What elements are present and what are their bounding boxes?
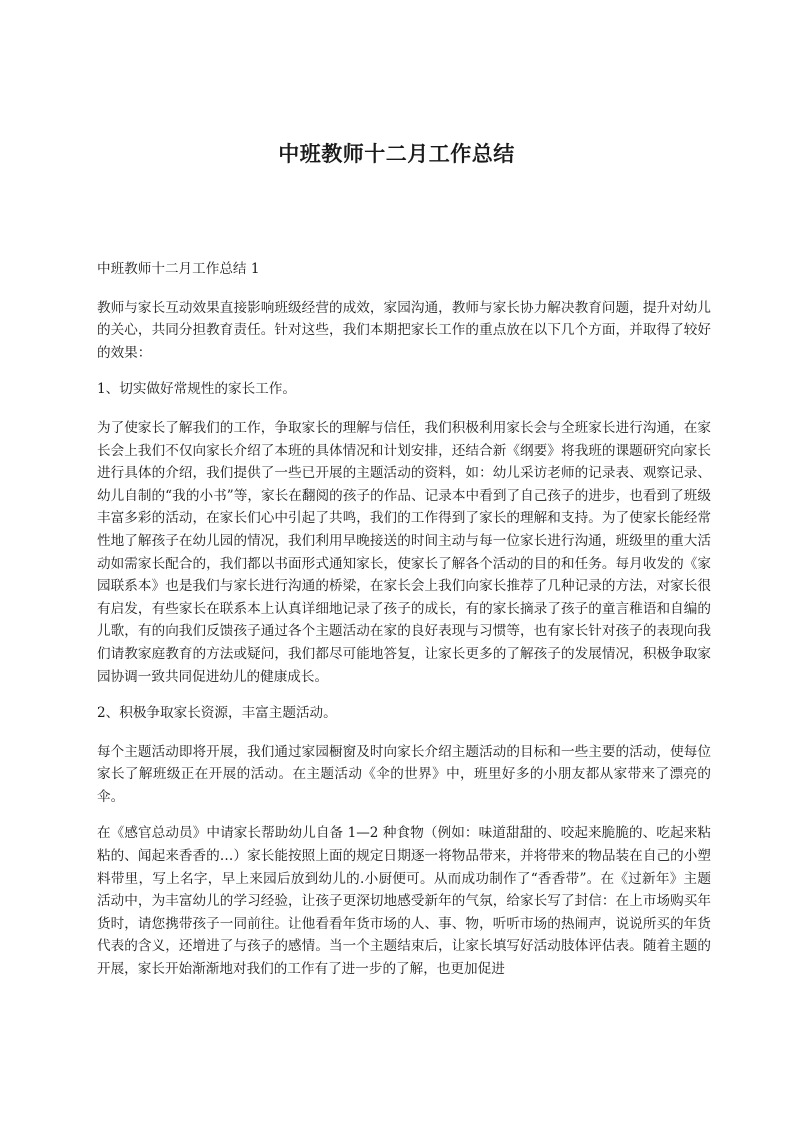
intro-paragraph: 教师与家长互动效果直接影响班级经营的成效，家园沟通，教师与家长协力解决教育问题，提升对幼儿的关心，共同分担教育责任。针对这些，我们本期把家长工作的重点放在以下几个方面，并取得了较好的效果： (97, 299, 711, 361)
section-subtitle: 中班教师十二月工作总结 1 (97, 261, 260, 277)
body-paragraph: 在《感官总动员》中请家长帮助幼儿自备 1—2 种食物（例如：味道甜甜的、咬起来脆脆的、吃起来粘粘的、闻起来香香的…）家长能按照上面的规定日期逐一将物品带来，并将带来的物品装在自己的小塑料带里，写上名字，早上来园后放到幼儿的.小厨便可。从而成功制作了“香香带”。在《过新年》主题活动中，为丰富幼儿的学习经验，让孩子更深切地感受新年的气氛，给家长写了封信：在上市场购买年货时，请您携带孩子一同前往。让他看看年货市场的人、事、物，听听市场的热闹声，说说所买的年货代表的含义，还增进了与孩子的感情。当一个主题结束后，让家长填写好活动肢体评估表。随着主题的开展，家长开始渐渐地对我们的工作有了进一步的了解，也更加促进 (97, 825, 711, 978)
body-paragraph: 为了使家长了解我们的工作，争取家长的理解与信任，我们积极利用家长会与全班家长进行沟通，在家长会上我们不仅向家长介绍了本班的具体情况和计划安排，还结合新《纲要》将我班的课题研究向家长进行具体的介绍，我们提供了一些已开展的主题活动的资料，如：幼儿采访老师的记录表、观察记录、幼儿自制的“我的小书”等，家长在翻阅的孩子的作品、记录本中看到了自己孩子的进步，也看到了班级丰富多彩的活动，在家长们心中引起了共鸣，我们的工作得到了家长的理解和支持。为了使家长能经常性地了解孩子在幼儿园的情况，我们利用早晚接送的时间主动与每一位家长进行沟通，班级里的重大活动如需家长配合的，我们都以书面形式通知家长，使家长了解各个活动的目的和任务。每月收发的《家园联系本》也是我们与家长进行沟通的桥梁，在家长会上我们向家长推荐了几种记录的方法，对家长很有启发，有些家长在联系本上认真详细地记录了孩子的成长，有的家长摘录了孩子的童言稚语和自编的儿歌，有的向我们反馈孩子通过各个主题活动在家的良好表现与习惯等，也有家长针对孩子的表现向我们请教家庭教育的方法或疑问，我们都尽可能地答复，让家长更多的了解孩子的发展情况，积极争取家园协调一致共同促进幼儿的健康成长。 (97, 419, 711, 685)
document-title: 中班教师十二月工作总结 (278, 142, 515, 166)
section-heading-1: 1、切实做好常规性的家长工作。 (97, 381, 296, 398)
document-body (97, 258, 711, 995)
body-paragraph: 每个主题活动即将开展，我们通过家园橱窗及时向家长介绍主题活动的目标和一些主要的活动，使每位家长了解班级正在开展的活动。在主题活动《伞的世界》中，班里好多的小朋友都从家带来了漂亮的伞。 (97, 743, 711, 805)
section-heading-2: 2、积极争取家长资源，丰富主题活动。 (97, 705, 337, 722)
